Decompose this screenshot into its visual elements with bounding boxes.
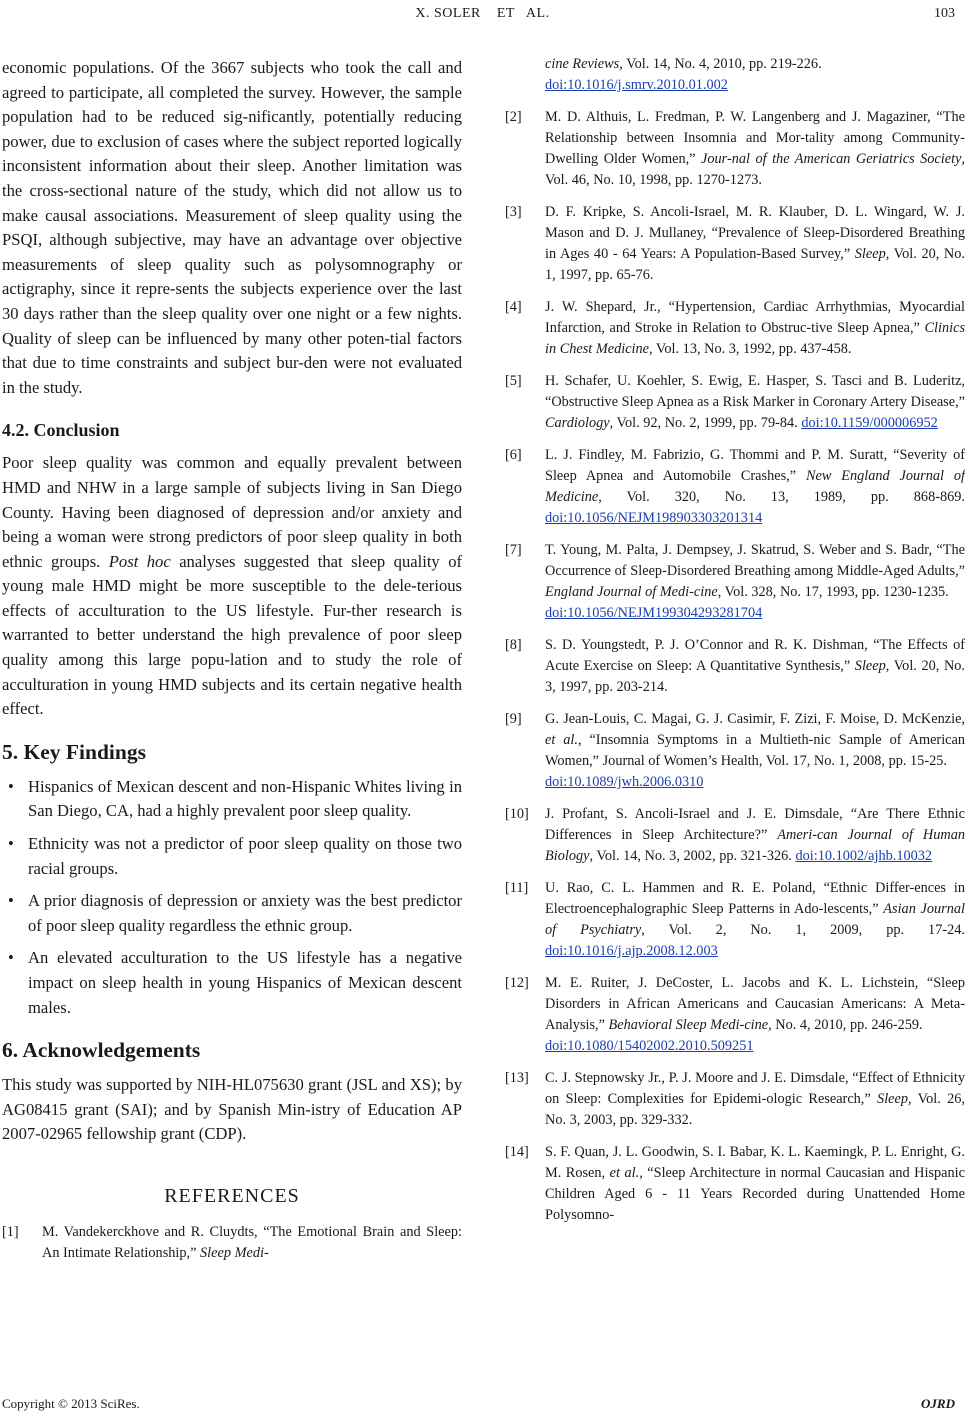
reference-journal: Sleep xyxy=(877,1091,909,1107)
reference-text: U. Rao, C. L. Hammen and R. E. Poland, “Ethnic Differ-ences in Electroencephalographic Sleep Patterns in Ado-lescents,” xyxy=(545,880,965,917)
reference-item xyxy=(505,371,965,434)
reference-text: J. Profant, S. Ancoli-Israel and J. E. Dimsdale, “Are There Ethnic Differences in Sleep Architecture?” xyxy=(545,806,965,843)
reference-text: M. Vandekerckhove and R. Cluydts, “The Emotional Brain and Sleep: An Intimate Relationship,” xyxy=(42,1223,462,1261)
reference-item xyxy=(505,709,965,793)
reference-details: , “Sleep Architecture in normal Caucasian and Hispanic Children Aged 6 - 11 Years Recorded during Unattended Home Polysomno- xyxy=(545,1165,965,1223)
reference-text: M. E. Ruiter, J. DeCoster, L. Jacobs and K. L. Lichstein, “Sleep Disorders in African Americans and Caucasian Americans: A Meta-Analysis,” xyxy=(545,975,965,1033)
reference-doi-link[interactable]: doi:10.1016/j.ajp.2008.12.003 xyxy=(545,943,718,959)
reference-text: H. Schafer, U. Koehler, S. Ewig, E. Hasper, S. Tasci and B. Luderitz, “Obstructive Sleep Apnea as a Risk Marker in Coronary Artery Disease,” xyxy=(545,373,965,410)
reference-number: [6] xyxy=(505,447,522,463)
key-findings-heading: 5. Key Findings xyxy=(2,739,146,764)
reference-number: [2] xyxy=(505,109,522,125)
reference-details: , Vol. 46, No. 10, 1998, pp. 1270-1273. xyxy=(545,151,965,188)
reference-number: [9] xyxy=(505,711,522,727)
reference-number: [8] xyxy=(505,637,522,653)
reference-journal: cine Reviews xyxy=(545,56,620,72)
reference-details: , Vol. 20, No. 3, 1997, pp. 203-214. xyxy=(545,658,965,695)
reference-doi-link[interactable]: doi:10.1056/NEJM199304293281704 xyxy=(545,605,763,621)
reference-journal: Cardiology xyxy=(545,415,610,431)
reference-details: , Vol. 2, No. 1, 2009, pp. 17-24. xyxy=(641,922,965,938)
reference-text: S. F. Quan, J. L. Goodwin, S. I. Babar, K. L. Kaemingk, P. L. Enright, G. M. Rosen, xyxy=(545,1144,965,1181)
reference-list xyxy=(505,107,965,1226)
reference-number: [3] xyxy=(505,204,522,220)
reference-number: [7] xyxy=(505,542,522,558)
key-findings-list xyxy=(2,775,462,1020)
reference-details: , Vol. 320, No. 13, 1989, pp. 868-869. xyxy=(598,489,965,505)
reference-details: , Vol. 92, No. 2, 1999, pp. 79-84. xyxy=(609,415,798,431)
acknowledgements-paragraph: This study was supported by NIH-HL075630 grant (JSL and XS); by AG08415 grant (SAI); and by Spanish Min-istry of Education AP 2007-02965 fellowship grant (CDP). xyxy=(2,1075,462,1144)
reference-journal: Clinics in Chest Medicine xyxy=(545,320,965,357)
reference-number: [13] xyxy=(505,1070,529,1086)
reference-doi-link[interactable]: doi:10.1089/jwh.2006.0310 xyxy=(545,774,704,790)
reference-journal: Sleep xyxy=(854,658,886,674)
reference-item xyxy=(505,107,965,191)
bullet-icon: • xyxy=(8,834,14,854)
reference-details: , Vol. 20, No. 1, 1997, pp. 65-76. xyxy=(545,246,965,283)
reference-item xyxy=(505,445,965,529)
copyright-notice: Copyright © 2013 SciRes. xyxy=(2,1396,140,1411)
list-item xyxy=(2,775,462,824)
reference-item xyxy=(505,973,965,1057)
reference-journal: Sleep Medi- xyxy=(200,1244,269,1261)
reference-doi-link[interactable]: doi:10.1002/ajhb.10032 xyxy=(795,848,933,864)
bullet-icon: • xyxy=(8,948,14,968)
page-number: 103 xyxy=(934,6,955,21)
reference-details: , No. 4, 2010, pp. 246-259. xyxy=(768,1017,923,1033)
reference-text: J. W. Shepard, Jr., “Hypertension, Cardiac Arrhythmias, Myocardial Infarction, and Stroke in Relation to Obstruc-tive Sleep Apnea,” xyxy=(545,299,965,336)
finding-text: Ethnicity was not a predictor of poor sleep quality on those two racial groups. xyxy=(28,834,462,878)
reference-doi-link[interactable]: doi:10.1016/j.smrv.2010.01.002 xyxy=(545,77,728,93)
reference-number: [4] xyxy=(505,299,522,315)
conclusion-heading: 4.2. Conclusion xyxy=(2,420,120,441)
reference-text: L. J. Findley, M. Fabrizio, G. Thommi and P. M. Suratt, “Severity of Sleep Apnea and Automobile Crashes,” xyxy=(545,447,965,484)
reference-details: , Vol. 13, No. 3, 1992, pp. 437-458. xyxy=(649,341,852,357)
reference-item xyxy=(505,878,965,962)
page-header xyxy=(0,6,965,30)
reference-journal: England Journal of Medi-cine xyxy=(545,584,718,600)
finding-text: A prior diagnosis of depression or anxiety was the best predictor of poor sleep quality regardless the ethnic group. xyxy=(28,891,462,935)
reference-number: [14] xyxy=(505,1144,529,1160)
reference-number: [10] xyxy=(505,806,529,822)
reference-text: G. Jean-Louis, C. Magai, G. J. Casimir, F. Zizi, F. Moise, D. McKenzie, xyxy=(545,711,965,727)
finding-text: Hispanics of Mexican descent and non-Hispanic Whites living in San Diego, CA, had a highly prevalent poor sleep quality. xyxy=(28,776,462,821)
list-item xyxy=(2,946,462,1020)
conclusion-text-b: analyses suggested that sleep quality of young male HMD might be more susceptible to the dele-terious effects of acculturation to the US lifestyle. Fur-ther research is warranted to better understand the high prevalence of poor sleep quality among this large popu-lation and to study the role of acculturation in young HMD subjects and its certain negative health effect. xyxy=(2,551,463,719)
reference-journal: et al. xyxy=(545,732,578,748)
reference-journal: Ameri-can Journal of Human Biology xyxy=(545,827,965,864)
conclusion-italic: Post hoc xyxy=(108,551,171,571)
list-item xyxy=(2,889,462,938)
reference-journal: Asian Journal of Psychiatry xyxy=(545,901,965,938)
reference-item xyxy=(2,1222,462,1264)
reference-number: [1] xyxy=(2,1223,19,1240)
reference-text: T. Young, M. Palta, J. Dempsey, J. Skatrud, S. Weber and S. Badr, “The Occurrence of Sleep-Disordered Breathing among Middle-Aged Adults,” xyxy=(545,542,965,579)
reference-doi-link[interactable]: doi:10.1159/000006952 xyxy=(801,415,938,431)
left-column xyxy=(2,56,462,1275)
reference-item xyxy=(505,202,965,286)
bullet-icon: • xyxy=(8,776,14,796)
reference-details: , “Insomnia Symptoms in a Multieth-nic Sample of American Women,” Journal of Women’s Health, Vol. 17, No. 1, 2008, pp. 15-25. xyxy=(545,732,965,769)
reference-item xyxy=(505,635,965,698)
reference-details: , Vol. 26, No. 3, 2003, pp. 329-332. xyxy=(545,1091,965,1128)
reference-details: , Vol. 14, No. 3, 2002, pp. 321-326. xyxy=(589,848,792,864)
reference-text: S. D. Youngstedt, P. J. O’Connor and R. K. Dishman, “The Effects of Acute Exercise on Sleep: A Quantitative Synthesis,” xyxy=(545,637,965,674)
conclusion-text-a: Poor sleep quality was common and equally prevalent between HMD and NHW in a large sample of subjects living in San Diego County. Having been diagnosed of depression and/or anxiety and being a woman were strong predictors of poor sleep quality in both ethnic groups. xyxy=(2,453,462,571)
right-column xyxy=(505,54,965,1237)
conclusion-paragraph xyxy=(2,451,462,722)
reference-text: C. J. Stepnowsky Jr., P. J. Moore and J. E. Dimsdale, “Effect of Ethnicity on Sleep: Complexities for Epidemi-ologic Research,” xyxy=(545,1070,965,1107)
reference-text: M. D. Althuis, L. Fredman, P. W. Langenberg and J. Magaziner, “The Relationship between Insomnia and Mor-tality among Community-Dwelling Older Women,” xyxy=(545,109,965,167)
discussion-paragraph: economic populations. Of the 3667 subjects who took the call and agreed to participate, all completed the survey. However, the sample population had to be reduced sig-nificantly, potentially reducing power, due to exclusion of cases where the subject reported logically inconsistent information about their sleep. Another limitation was the cross-sectional nature of the study, which did not allow us to make causal associations. Measurement of sleep quality using the PSQI, although subjective, may have an advantage over objective measurements of sleep quality such as polysomnography or actigraphy, since it repre-sents the subjects experience over the last 30 days rather than the sleep quality over one night or a few nights. Quality of sleep can be influenced by many other poten-tial factors that due to time constraints and subject bur-den were not evaluated in the study. xyxy=(2,58,462,397)
reference-details: , Vol. 328, No. 17, 1993, pp. 1230-1235. xyxy=(717,584,949,600)
reference-text: D. F. Kripke, S. Ancoli-Israel, M. R. Klauber, D. L. Wingard, W. J. Mason and D. J. Mullaney, “Prevalence of Sleep-Disordered Breathing in Ages 40 - 64 Years: A Population-Based Survey,” xyxy=(545,204,965,262)
reference-journal: et al. xyxy=(609,1165,640,1181)
acknowledgements-heading: 6. Acknowledgements xyxy=(2,1038,201,1063)
reference-number: [12] xyxy=(505,975,529,991)
list-item xyxy=(2,832,462,881)
reference-doi-link[interactable]: doi:10.1056/NEJM198903303201314 xyxy=(545,510,763,526)
reference-doi-link[interactable]: doi:10.1080/15402002.2010.509251 xyxy=(545,1038,754,1054)
reference-item xyxy=(505,1142,965,1226)
reference-number: [5] xyxy=(505,373,522,389)
reference-number: [11] xyxy=(505,880,529,896)
reference-item xyxy=(505,540,965,624)
reference-item xyxy=(505,804,965,867)
journal-abbreviation: OJRD xyxy=(921,1396,955,1411)
bullet-icon: • xyxy=(8,891,14,911)
reference-journal: Jour-nal of the American Geriatrics Society xyxy=(701,151,962,167)
reference-journal: Sleep xyxy=(854,246,886,262)
reference-continued xyxy=(505,54,965,96)
reference-item xyxy=(505,297,965,360)
reference-text: , Vol. 14, No. 4, 2010, pp. 219-226. xyxy=(619,56,822,72)
reference-journal: Behavioral Sleep Medi-cine xyxy=(608,1017,769,1033)
reference-journal: New England Journal of Medicine xyxy=(545,468,965,505)
finding-text: An elevated acculturation to the US lifestyle has a negative impact on sleep health in young Hispanics of Mexican descent males. xyxy=(28,948,462,1017)
running-head: X. SOLER ET AL. xyxy=(415,6,550,21)
references-heading: REFERENCES xyxy=(164,1184,300,1207)
reference-item xyxy=(505,1068,965,1131)
